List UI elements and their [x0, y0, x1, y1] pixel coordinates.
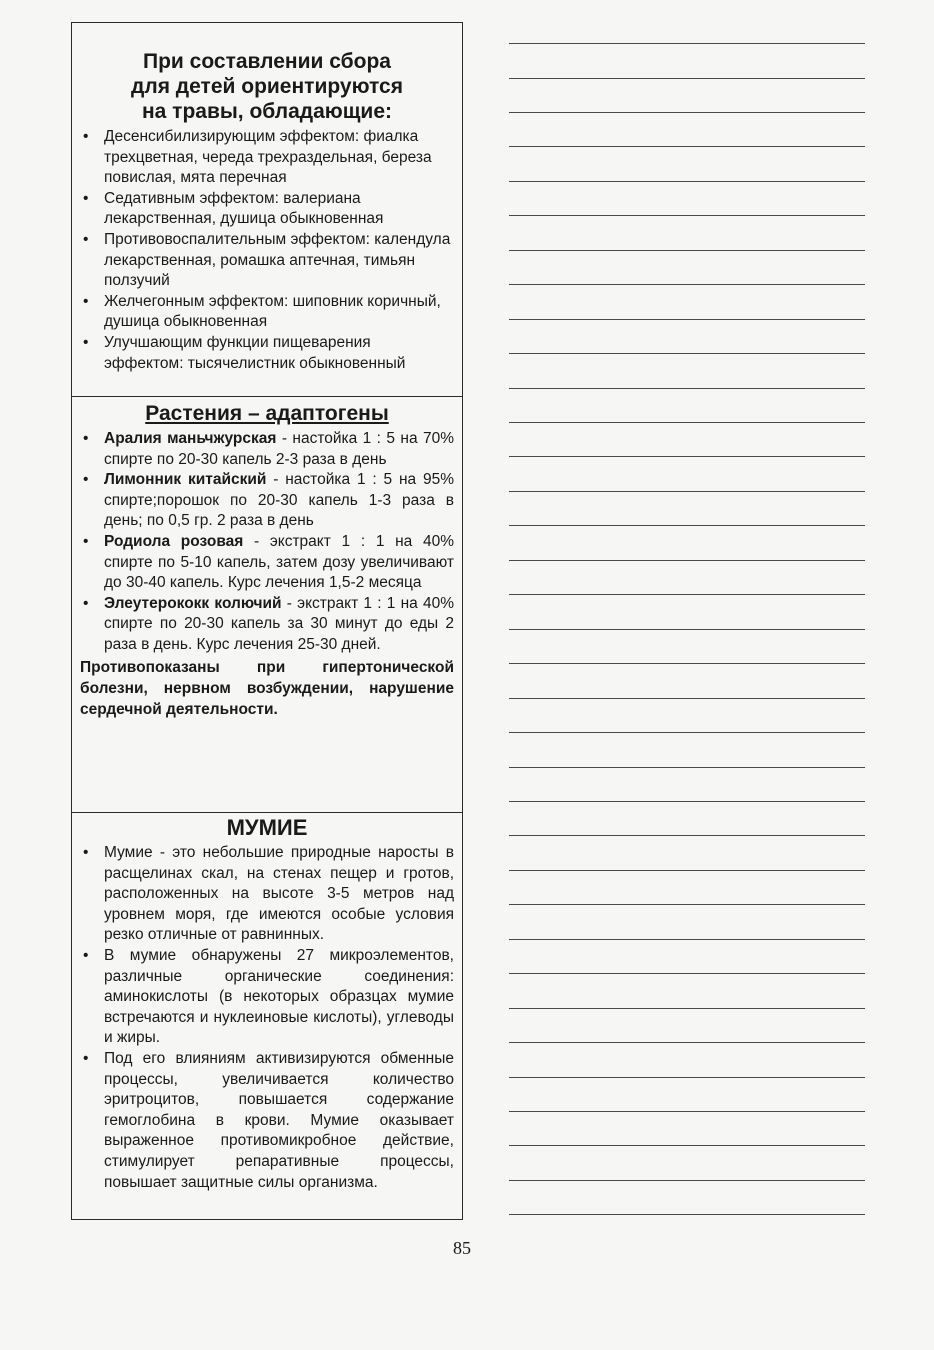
ruled-line: [509, 663, 865, 664]
ruled-line: [509, 973, 865, 974]
ruled-line: [509, 1145, 865, 1146]
bullet-icon: •: [83, 292, 89, 310]
bullet-icon: •: [83, 333, 89, 351]
item-text: В мумие обнаружены 27 микроэлементов, различные органические соединения: аминокислоты (в некоторых образцах мумие встречаются и нуклеиновые кислоты), углеводы и жиры.: [104, 946, 454, 1047]
ruled-line: [509, 870, 865, 871]
contraindications-note: Противопоказаны при гипертонической болезни, нервном возбуждении, нарушение сердечной деятельности.: [80, 658, 454, 718]
section-adaptogens: [72, 397, 462, 813]
ruled-line: [509, 1077, 865, 1078]
title-line: При составлении сбора: [143, 50, 391, 73]
plant-name: Элеутерококк колючий: [104, 594, 282, 612]
title-line: для детей ориентируются: [131, 75, 403, 98]
bullet-icon: •: [83, 594, 89, 612]
ruled-line: [509, 525, 865, 526]
item-text: - настойка 1 : 5 на 95% спирте;порошок по 20-30 капель 1-3 раза в день; по 0,5 гр. 2 раза в день: [104, 471, 454, 530]
section-mumie: [72, 813, 462, 1221]
ruled-line: [509, 250, 865, 251]
list-item: [80, 843, 454, 946]
ruled-line: [509, 1180, 865, 1181]
ruled-line: [509, 1008, 865, 1009]
bullet-icon: •: [83, 1049, 89, 1067]
ruled-line: [509, 78, 865, 79]
section-title: МУМИЕ: [226, 815, 308, 840]
ruled-line: [509, 904, 865, 905]
adaptogen-list: [80, 429, 454, 656]
section-title: [80, 49, 454, 124]
list-item: [80, 292, 454, 333]
ruled-line: [509, 1111, 865, 1112]
list-item: [80, 594, 454, 656]
bullet-icon: •: [83, 532, 89, 550]
title-line: на травы, обладающие:: [141, 100, 393, 123]
list-item: [80, 1049, 454, 1193]
ruled-line: [509, 319, 865, 320]
ruled-line: [509, 698, 865, 699]
item-text: - экстракт 1 : 1 на 40% спирте по 20-30 капель за 30 минут до еды 2 раза в день. Курс лечения 25-30 дней.: [104, 594, 454, 653]
section-herbs-for-children: [72, 23, 462, 397]
ruled-line: [509, 835, 865, 836]
item-text: Мумие - это небольшие природные наросты в расщелинах скал, на стенах пещер и гротов, расположенных на высоте 3-5 метров над уровнем моря, где имеются особые условия резко отличные от равнинных.: [104, 844, 454, 944]
notes-ruled-lines: [509, 0, 865, 1230]
ruled-line: [509, 767, 865, 768]
mumie-list: [80, 843, 454, 1193]
list-item: [80, 333, 454, 374]
page-number: 85: [453, 1238, 471, 1258]
list-item: [80, 470, 454, 532]
ruled-line: [509, 422, 865, 423]
ruled-line: [509, 1214, 865, 1215]
item-text: Улучшающим функции пищеварения эффектом: тысячелистник обыкновенный: [104, 333, 406, 372]
ruled-line: [509, 284, 865, 285]
item-text: Противовоспалительным эффектом: календула лекарственная, ромашка аптечная, тимьян ползучий: [104, 230, 451, 290]
ruled-line: [509, 629, 865, 630]
ruled-line: [509, 215, 865, 216]
list-item: [80, 429, 454, 470]
ruled-line: [509, 146, 865, 147]
bullet-icon: •: [83, 128, 89, 145]
item-text: Под его влияниям активизируются обменные процессы, увеличивается количество эритроцитов, повышается содержание гемоглобина в крови. Мумие оказывает выраженное противомикробное действие, стимулирует репаративные процессы, повышает защитные силы организма.: [104, 1049, 454, 1191]
bullet-icon: •: [83, 946, 89, 964]
ruled-line: [509, 43, 865, 44]
list-item: [80, 127, 454, 189]
plant-name: Родиола розовая: [104, 532, 244, 550]
section-title: Растения – адаптогены: [145, 402, 389, 425]
ruled-line: [509, 801, 865, 802]
ruled-line: [509, 112, 865, 113]
ruled-line: [509, 388, 865, 389]
ruled-line: [509, 732, 865, 733]
item-text: Желчегонным эффектом: шиповник коричный, душица обыкновенная: [104, 292, 441, 331]
bullet-icon: •: [83, 189, 89, 207]
item-text: - настойка 1 : 5 на 70% спирте по 20-30 капель 2-3 раза в день: [104, 430, 454, 468]
item-text: Десенсибилизирующим эффектом: фиалка трехцветная, череда трехраздельная, береза повислая, мята перечная: [104, 128, 432, 187]
list-item: [80, 946, 454, 1049]
ruled-line: [509, 353, 865, 354]
plant-name: Лимонник китайский: [104, 471, 267, 489]
left-column: [71, 22, 463, 1220]
bullet-icon: •: [83, 230, 89, 248]
herb-effects-list: [80, 127, 454, 374]
ruled-line: [509, 491, 865, 492]
list-item: [80, 189, 454, 230]
ruled-line: [509, 181, 865, 182]
ruled-line: [509, 456, 865, 457]
bullet-icon: •: [83, 430, 89, 447]
plant-name: Аралия маньчжурская: [104, 430, 277, 447]
ruled-line: [509, 1042, 865, 1043]
bullet-icon: •: [83, 844, 89, 861]
item-text: - экстракт 1 : 1 на 40% спирте по 5-10 капель, затем дозу увеличивают до 30-40 капель. Курс лечения 1,5-2 месяца: [104, 532, 454, 592]
bullet-icon: •: [83, 471, 89, 489]
list-item: [80, 532, 454, 594]
ruled-line: [509, 560, 865, 561]
item-text: Седативным эффектом: валериана лекарственная, душица обыкновенная: [104, 189, 384, 228]
list-item: [80, 230, 454, 292]
ruled-line: [509, 594, 865, 595]
ruled-line: [509, 939, 865, 940]
